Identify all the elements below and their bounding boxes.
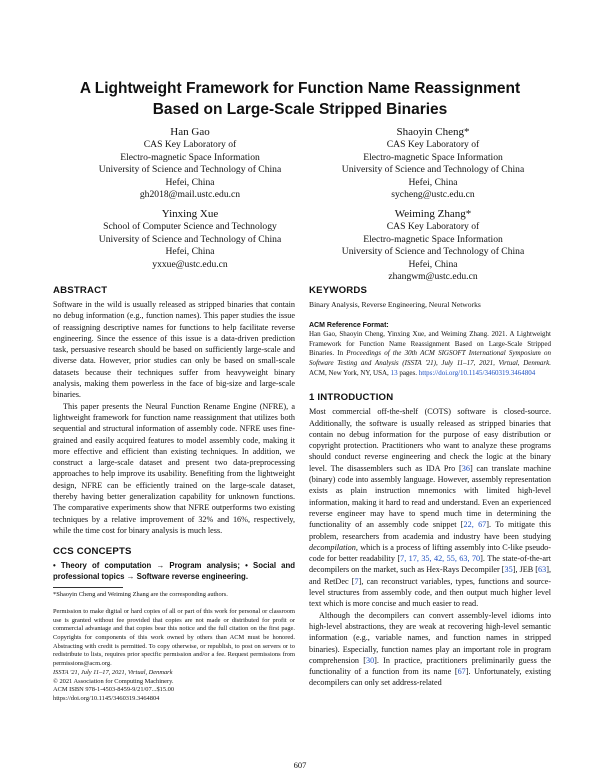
acm-reference-publisher: ACM, New York, NY, USA,: [309, 368, 391, 377]
author-name: Weiming Zhang*: [394, 208, 472, 220]
author-affiliation-line: University of Science and Technology of China: [341, 246, 525, 258]
author-affiliation-line: School of Computer Science and Technology: [103, 221, 277, 232]
intro-text: Although the decompilers can convert assembly-level idioms into high-level abstractions, they are weak at recovering high-level semantic information (e.g., variable names, and function names in stripped binaries). Especially, function names play an important role in program comprehension [: [309, 610, 551, 665]
author-name: Han Gao: [170, 126, 210, 138]
citation-link[interactable]: 67: [457, 667, 466, 677]
acm-reference-heading: ACM Reference Format:: [309, 322, 389, 330]
abstract-heading: ABSTRACT: [53, 285, 108, 296]
intro-text: ], can reconstruct variables, types, functions and source-level structures from assembly code, and then output much higher level text which is more concise and much easier to read.: [309, 576, 551, 609]
right-column: [309, 285, 551, 689]
acm-reference-pages-link[interactable]: 13: [390, 368, 398, 377]
copyright-line: © 2021 Association for Computing Machinery.: [53, 677, 174, 685]
isbn-line: ACM ISBN 978-1-4503-8459-9/21/07...$15.00: [53, 686, 175, 694]
author-email[interactable]: zhangwm@ustc.edu.cn: [388, 271, 478, 283]
author-affiliation-line: University of Science and Technology of China: [341, 164, 525, 176]
author-email[interactable]: gh2018@mail.ustc.edu.cn: [139, 189, 241, 201]
author-affiliation-line: CAS Key Laboratory of: [386, 221, 480, 232]
acm-reference-proceedings: Proceedings of the 30th ACM SIGSOFT International Symposium on Software Testing and Analysis (ISSTA '21), July 11–17, 2021, Virtual, Denmark.: [309, 349, 551, 368]
introduction-body: [309, 406, 551, 688]
ccs-concepts-text: • Theory of computation → Program analysis; • Social and professional topics → Software reverse engineering.: [53, 561, 295, 582]
author-block-3: [60, 207, 320, 271]
citation-link[interactable]: 36: [461, 463, 470, 473]
acm-reference-pages-label: pages.: [397, 368, 419, 377]
author-affiliation-line: Electro-magnetic Space Information: [363, 233, 503, 245]
author-affiliation-line: CAS Key Laboratory of: [143, 139, 237, 150]
introduction-paragraph-2: [309, 610, 551, 689]
venue-line: ISSTA '21, July 11–17, 2021, Virtual, Denmark: [53, 668, 173, 676]
citation-link[interactable]: 7, 17, 35, 42, 55, 63, 70: [400, 554, 481, 564]
intro-text: ], JEB [: [512, 565, 539, 575]
abstract-body: [53, 299, 295, 536]
intro-text: ]. Unfortunately, existing decompilers can only set address-related: [309, 667, 551, 688]
author-name: Yinxing Xue: [161, 208, 219, 220]
intro-text: ]. The state-of-the-art decompilers on the market, such as Hex-Rays Decompiler [: [309, 554, 552, 575]
citation-link[interactable]: 63: [538, 565, 547, 575]
citation-link[interactable]: 35: [504, 565, 513, 575]
author-email[interactable]: sycheng@ustc.edu.cn: [391, 189, 475, 201]
intro-text: ], and RetDec [: [309, 565, 551, 586]
author-affiliation-line: University of Science and Technology of China: [98, 164, 282, 176]
author-location: Hefei, China: [165, 246, 215, 258]
intro-text: Most commercial off-the-shelf (COTS) software is closed-source. Additionally, the software is usually released as stripped binaries that contain no debug information for the purpose of easy distribution or copyright protection. Practitioners who want to analyze these programs should conduct reverse engineering and check the logic at the binary level. The disassemblers such as IDA Pro [: [309, 407, 551, 473]
introduction-heading: 1 INTRODUCTION: [309, 392, 394, 404]
keywords-text: Binary Analysis, Reverse Engineering, Neural Networks: [309, 300, 481, 309]
author-block-4: [303, 207, 563, 284]
author-affiliation-line: Electro-magnetic Space Information: [120, 151, 260, 163]
acm-reference-authors-title: Han Gao, Shaoyin Cheng, Yinxing Xue, and Weiming Zhang. 2021. A Lightweight Framework for Function Name Reassignment Based on Large-Scale Stripped Binaries. In: [309, 330, 551, 358]
doi-link[interactable]: https://doi.org/10.1145/3460319.3464804: [53, 694, 160, 702]
paper-title-line-1: A Lightweight Framework for Function Name Reassignment: [79, 80, 521, 97]
author-block-2: [303, 125, 563, 202]
intro-text: , which is a process of lifting assembly into C-like pseudo-code for better readability [: [309, 542, 551, 564]
paper-title-line-2: Based on Large-Scale Stripped Binaries: [152, 101, 448, 118]
intro-italic-term: decompilation: [309, 542, 356, 552]
corresponding-author-note: *Shaoyin Cheng and Weiming Zhang are the corresponding authors.: [53, 591, 228, 599]
author-affiliation-line: CAS Key Laboratory of: [386, 139, 480, 150]
intro-text: ]. To mitigate this problem, researchers from academia and industry have been studying: [309, 520, 551, 541]
paper-title: [40, 78, 560, 120]
author-affiliation-line: University of Science and Technology of China: [98, 233, 282, 245]
introduction-paragraph-1: [309, 406, 551, 609]
author-block-1: [60, 125, 320, 202]
footnote-rule: [53, 587, 123, 588]
citation-link[interactable]: 30: [365, 655, 375, 665]
acm-reference-text: [309, 330, 551, 378]
author-location: Hefei, China: [408, 176, 458, 188]
author-location: Hefei, China: [165, 176, 215, 188]
author-affiliation-line: Electro-magnetic Space Information: [363, 151, 503, 163]
permission-notice: Permission to make digital or hard copies of all or part of this work for personal or classroom use is granted without fee provided that copies are not made or distributed for profit or commercial advantage and that copies bear this notice and the full citation on the first page. Copyrights for components of this work owned by others than ACM must be honored. Abstracting with credit is permitted. To copy otherwise, or republish, to post on servers or to redistribute to lists, requires prior specific permission and/or a fee. Request permissions from permissions@acm.org.: [53, 607, 295, 668]
keywords-heading: KEYWORDS: [309, 285, 368, 296]
ccs-heading: CCS CONCEPTS: [53, 546, 132, 558]
abstract-paragraph-2: This paper presents the Neural Function Rename Engine (NFRE), a lightweight framework for function name reassignment that utilizes both sequential and structural information of assembly code. NFRE uses fine-grained and easily acquired features to model assembly code, making it more effective and efficient than existing techniques. In addition, we construct a large-scale dataset and present two data-preprocessing approaches to help improve its usability. Benefiting from the lightweight design, NFRE can be efficiently trained on the large-scale dataset, thereby having better generalization capability for unknown functions. The comparative experiments show that NFRE outperforms two existing techniques by a relative improvement of 32% and 16%, respectively, while the time cost for binary analysis is much less.: [53, 401, 295, 535]
intro-text: ] can translate machine (binary) code into assembly language. However, assembly representation exists as plain instruction mnemonics with limited high-level information, making it hard to read and understand. Even an experienced reverse engineer may have to spend much time in determining the functionality of an assembly code snippet [: [309, 463, 551, 530]
author-email[interactable]: yxxue@ustc.edu.cn: [152, 258, 228, 270]
page-number: 607: [293, 760, 307, 770]
left-column: [53, 285, 295, 704]
citation-link[interactable]: 7: [354, 576, 359, 586]
author-name: Shaoyin Cheng*: [396, 126, 470, 138]
citation-link[interactable]: 22, 67: [463, 520, 487, 530]
author-location: Hefei, China: [408, 258, 458, 270]
intro-text: ]. In practice, practitioners preliminarily guess the functionality of a function from its name [: [309, 655, 551, 677]
abstract-paragraph-1: Software in the wild is usually released as stripped binaries that contain no debug information (e.g., function names). This paper studies the issue of reassigning descriptive names for functions to help facilitate reverse engineering. Since the essence of this issue is a data-driven prediction task, persuasive research should be based on sufficiently large-scale and diverse data. However, prior studies can only be based on small-scale datasets because their techniques suffer from heavyweight binary analysis, making them powerless in the face of big-size and large-scale binaries.: [53, 300, 295, 400]
acm-reference-doi-link[interactable]: https://doi.org/10.1145/3460319.3464804: [418, 368, 536, 377]
